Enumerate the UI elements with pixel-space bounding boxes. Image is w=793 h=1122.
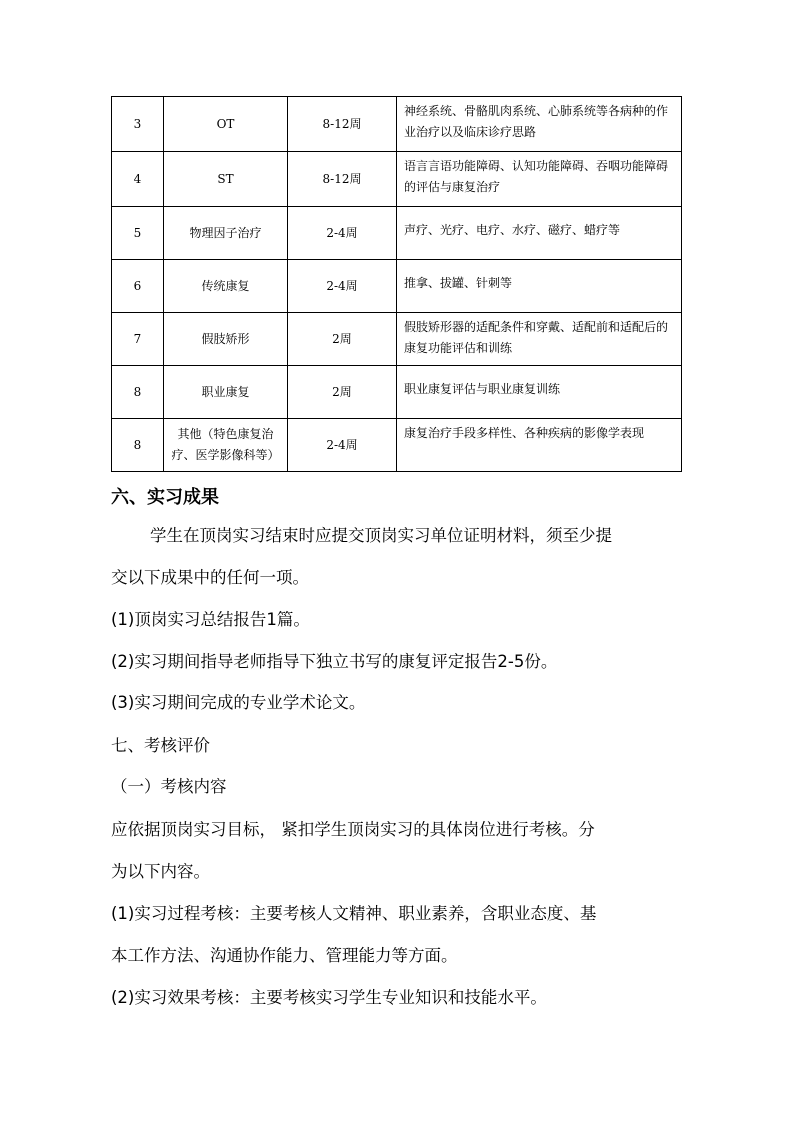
table-row [112,366,682,419]
row-number: 8 [112,419,164,472]
table-row [112,97,682,152]
assessment-intro-line-1: 应依据顶岗实习目标， 紧扣学生顶岗实习的具体岗位进行考核。分 [111,820,595,839]
section-6-intro-line-1: 学生在顶岗实习结束时应提交顶岗实习单位证明材料，须至少提 [150,526,612,545]
table-row [112,313,682,366]
rotation-content: 推拿、拔罐、针刺等 [397,260,682,313]
row-number: 4 [112,152,164,207]
rotation-duration: 2-4周 [288,207,397,260]
rotation-content: 声疗、光疗、电疗、水疗、磁疗、蜡疗等 [397,207,682,260]
row-number: 3 [112,97,164,152]
rotation-content: 康复治疗手段多样性、各种疾病的影像学表现 [397,419,682,472]
row-number: 7 [112,313,164,366]
table-row [112,260,682,313]
practice-schedule-table [111,96,682,472]
rotation-content: 假肢矫形器的适配条件和穿戴、适配前和适配后的康复功能评估和训练 [397,313,682,366]
rotation-name: 传统康复 [164,260,288,313]
row-number: 8 [112,366,164,419]
rotation-duration: 2-4周 [288,260,397,313]
table-row [112,152,682,207]
rotation-content: 语言言语功能障碍、认知功能障碍、吞咽功能障碍的评估与康复治疗 [397,152,682,207]
rotation-name: 职业康复 [164,366,288,419]
assessment-intro-line-2: 为以下内容。 [111,862,210,881]
outcome-item: (1)顶岗实习总结报告1篇。 [111,610,310,629]
rotation-name: OT [164,97,288,152]
rotation-duration: 8-12周 [288,97,397,152]
rotation-name: ST [164,152,288,207]
rotation-name: 其他（特色康复治疗、医学影像科等） [164,419,288,472]
rotation-name: 物理因子治疗 [164,207,288,260]
rotation-duration: 2-4周 [288,419,397,472]
section-6-heading: 六、实习成果 [111,487,219,508]
row-number: 6 [112,260,164,313]
assessment-item-line: (1)实习过程考核：主要考核人文精神、职业素养，含职业态度、基 [111,904,597,923]
outcome-item: (2)实习期间指导老师指导下独立书写的康复评定报告2-5份。 [111,652,558,671]
assessment-item-line: (2)实习效果考核：主要考核实习学生专业知识和技能水平。 [111,988,547,1007]
rotation-duration: 2周 [288,313,397,366]
table-row [112,207,682,260]
rotation-duration: 2周 [288,366,397,419]
row-number: 5 [112,207,164,260]
section-7-heading: 七、考核评价 [111,736,210,755]
rotation-content: 职业康复评估与职业康复训练 [397,366,682,419]
assessment-item-line: 本工作方法、沟通协作能力、管理能力等方面。 [111,946,458,965]
rotation-duration: 8-12周 [288,152,397,207]
rotation-content: 神经系统、骨骼肌肉系统、心肺系统等各病种的作业治疗以及临床诊疗思路 [397,97,682,152]
table-row [112,419,682,472]
outcome-item: (3)实习期间完成的专业学术论文。 [111,693,366,712]
section-6-intro-line-2: 交以下成果中的任何一项。 [111,568,309,587]
rotation-name: 假肢矫形 [164,313,288,366]
subsection-heading: （一）考核内容 [111,777,227,796]
